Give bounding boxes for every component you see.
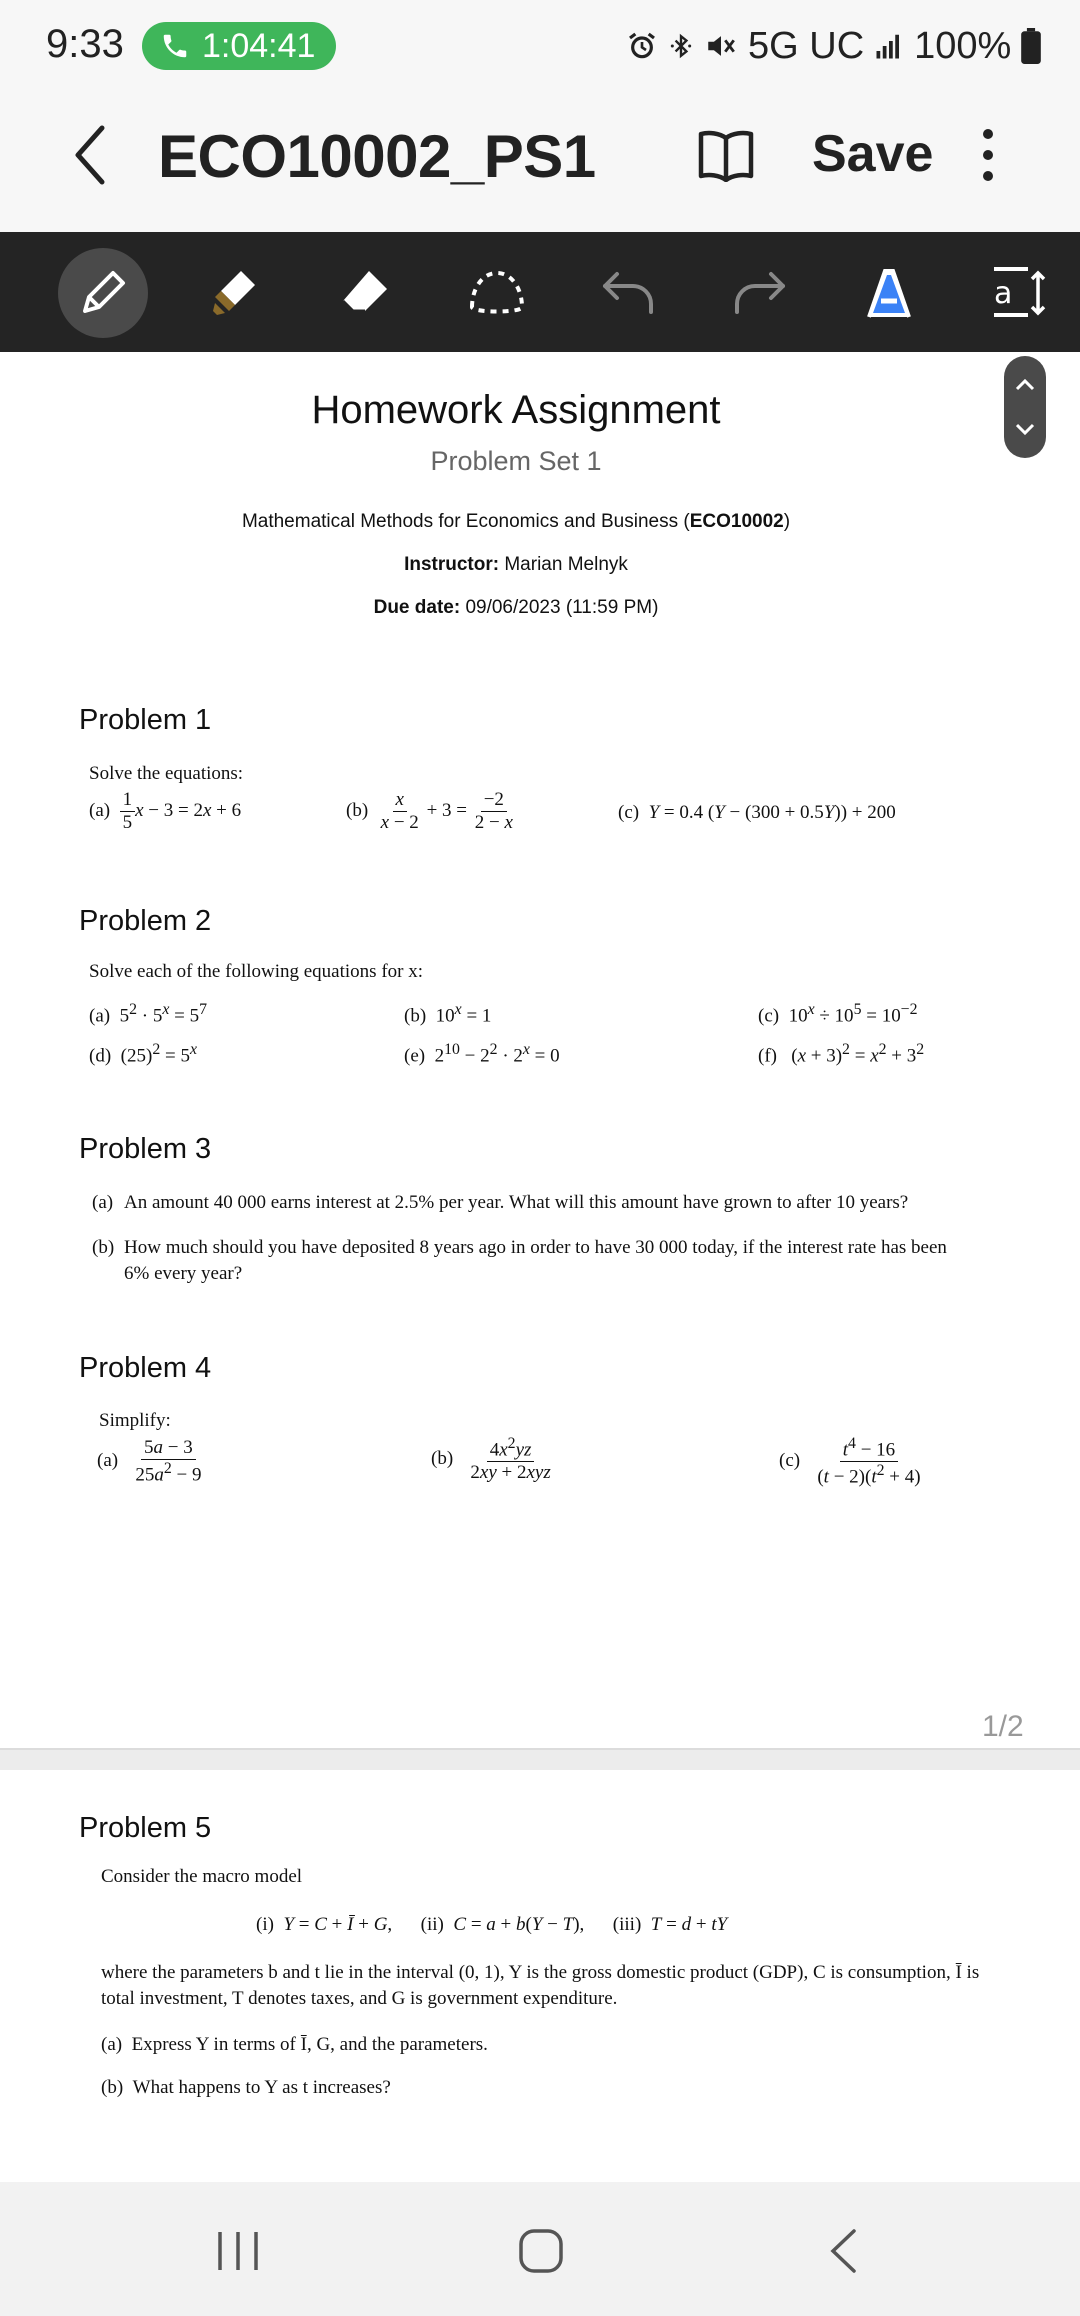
- problem-1a: (a) $\frac{1}{5}$ x − 3 = 2x + 6: [89, 789, 242, 833]
- page-number: 1/2: [982, 1710, 1024, 1743]
- pen-tool-button[interactable]: [58, 248, 148, 338]
- mute-icon: [704, 29, 738, 63]
- system-navigation-bar: [0, 2182, 1080, 2316]
- problem-1b: (b) $\frac{x}{x - 2}$ + 3 = $\frac{-2}{2 - x}$: [346, 789, 513, 833]
- text-style-icon: [861, 265, 917, 321]
- problem-5-intro: Consider the macro model: [101, 1866, 303, 1887]
- redo-icon: [731, 268, 787, 318]
- lasso-select-icon: [464, 263, 530, 323]
- macro-model-equations: (i) Y = C + Ī + G, (ii) C = a + b(Y − T), (iii) T = d + tY: [256, 1914, 728, 1935]
- battery-percent: 100%: [914, 24, 1012, 67]
- eraser-icon: [335, 263, 395, 323]
- redo-button[interactable]: [714, 248, 804, 338]
- instructor-line: Instructor: Marian Melnyk: [404, 554, 628, 575]
- lasso-tool-button[interactable]: [452, 248, 542, 338]
- course-code: ECO10002: [689, 511, 784, 532]
- bluetooth-icon: [668, 29, 694, 63]
- problem-2c: (c) $10^x \div 10^5 = 10^{-2}$: [758, 1001, 918, 1027]
- problem-5b: (b) What happens to Y as t increases?: [101, 2077, 391, 2098]
- problem-4a: (a) $\frac{5a - 3}{25a^2 - 9}$: [97, 1437, 202, 1486]
- call-timer: 1:04:41: [202, 26, 316, 65]
- problem-2b: (b) $10^x = 1$: [404, 1001, 492, 1027]
- undo-icon: [601, 268, 657, 318]
- battery-icon: [1021, 28, 1041, 64]
- book-view-icon[interactable]: [697, 128, 755, 182]
- problem-2a: (a) $5^2 \cdot 5^x = 5^7$: [89, 1001, 208, 1027]
- document-title: ECO10002_PS1: [158, 123, 596, 190]
- back-arrow-icon[interactable]: [70, 124, 110, 186]
- text-size-button[interactable]: [976, 248, 1066, 338]
- problem-2f: (f) $(x + 3)^2 = x^2 + 3^2$: [758, 1041, 925, 1067]
- problem-2-heading: Problem 2: [79, 905, 212, 937]
- svg-text:a: a: [994, 276, 1013, 311]
- problem-4c: (c) $\frac{t^4 - 16}{(t - 2)(t^2 + 4)}$: [779, 1435, 921, 1488]
- status-icons: [626, 22, 1041, 70]
- network-label: 5G UC: [748, 24, 865, 67]
- highlighter-icon: [205, 263, 265, 323]
- save-button[interactable]: Save: [812, 125, 934, 183]
- due-date: 09/06/2023 (11:59 PM): [465, 597, 659, 618]
- recent-apps-icon[interactable]: [216, 2230, 260, 2272]
- problem-4b: (b) $\frac{4x^2yz}{\text{2xy + 2xyz}}$: [431, 1435, 551, 1484]
- problem-2e: (e) $2^{10} - 2^2 \cdot 2^x = 0$: [404, 1041, 560, 1067]
- text-size-icon: [992, 265, 1050, 321]
- instructor-name: Marian Melnyk: [504, 554, 628, 575]
- phone-icon: [160, 31, 190, 61]
- alarm-icon: [626, 30, 658, 62]
- assignment-subtitle: Problem Set 1: [430, 446, 602, 476]
- status-time: 9:33: [46, 22, 124, 66]
- problem-1-heading: Problem 1: [79, 704, 212, 736]
- problem-1c: (c) Y = 0.4 (Y − (300 + 0.5Y)) + 200: [618, 802, 896, 823]
- problem-3b: (b) How much should you have deposited 8 years ago in order to have 30 000 today, if the interest rate has been 6% every year?: [92, 1237, 947, 1284]
- problem-2d: (d) $(25)^2 = 5^x$: [89, 1041, 197, 1067]
- problem-3a: (a) An amount 40 000 earns interest at 2.5% per year. What will this amount have grown to after 10 years?: [92, 1192, 909, 1213]
- home-icon[interactable]: [518, 2228, 564, 2274]
- more-options-icon[interactable]: [978, 128, 998, 182]
- highlighter-tool-button[interactable]: [190, 248, 280, 338]
- back-nav-icon[interactable]: [828, 2228, 858, 2274]
- problem-5a: (a) Express Y in terms of Ī, G, and the parameters.: [101, 2034, 488, 2055]
- signal-icon: [874, 31, 904, 61]
- problem-5-description: where the parameters b and t lie in the interval (0, 1), Y is the gross domestic product (GDP), C is consumption, Ī is total investment, T denotes taxes, and G is government expenditure.: [101, 1962, 980, 2009]
- problem-3-heading: Problem 3: [79, 1133, 212, 1165]
- problem-4-heading: Problem 4: [79, 1352, 212, 1384]
- problem-2-intro: Solve each of the following equations for x:: [89, 961, 424, 982]
- problem-4-intro: Simplify:: [99, 1410, 171, 1431]
- page-divider: [0, 1748, 1080, 1770]
- text-style-button[interactable]: [844, 248, 934, 338]
- ongoing-call-pill[interactable]: [142, 22, 336, 70]
- problem-1-intro: Solve the equations:: [89, 763, 244, 784]
- drawing-toolbar: [0, 232, 1080, 352]
- pen-icon: [75, 265, 131, 321]
- problem-5-heading: Problem 5: [79, 1812, 212, 1844]
- undo-button[interactable]: [584, 248, 674, 338]
- due-date-line: Due date: 09/06/2023 (11:59 PM): [373, 597, 659, 618]
- eraser-tool-button[interactable]: [320, 248, 410, 338]
- course-line: Mathematical Methods for Economics and Business (ECO10002): [241, 511, 791, 532]
- assignment-title: Homework Assignment: [311, 388, 721, 432]
